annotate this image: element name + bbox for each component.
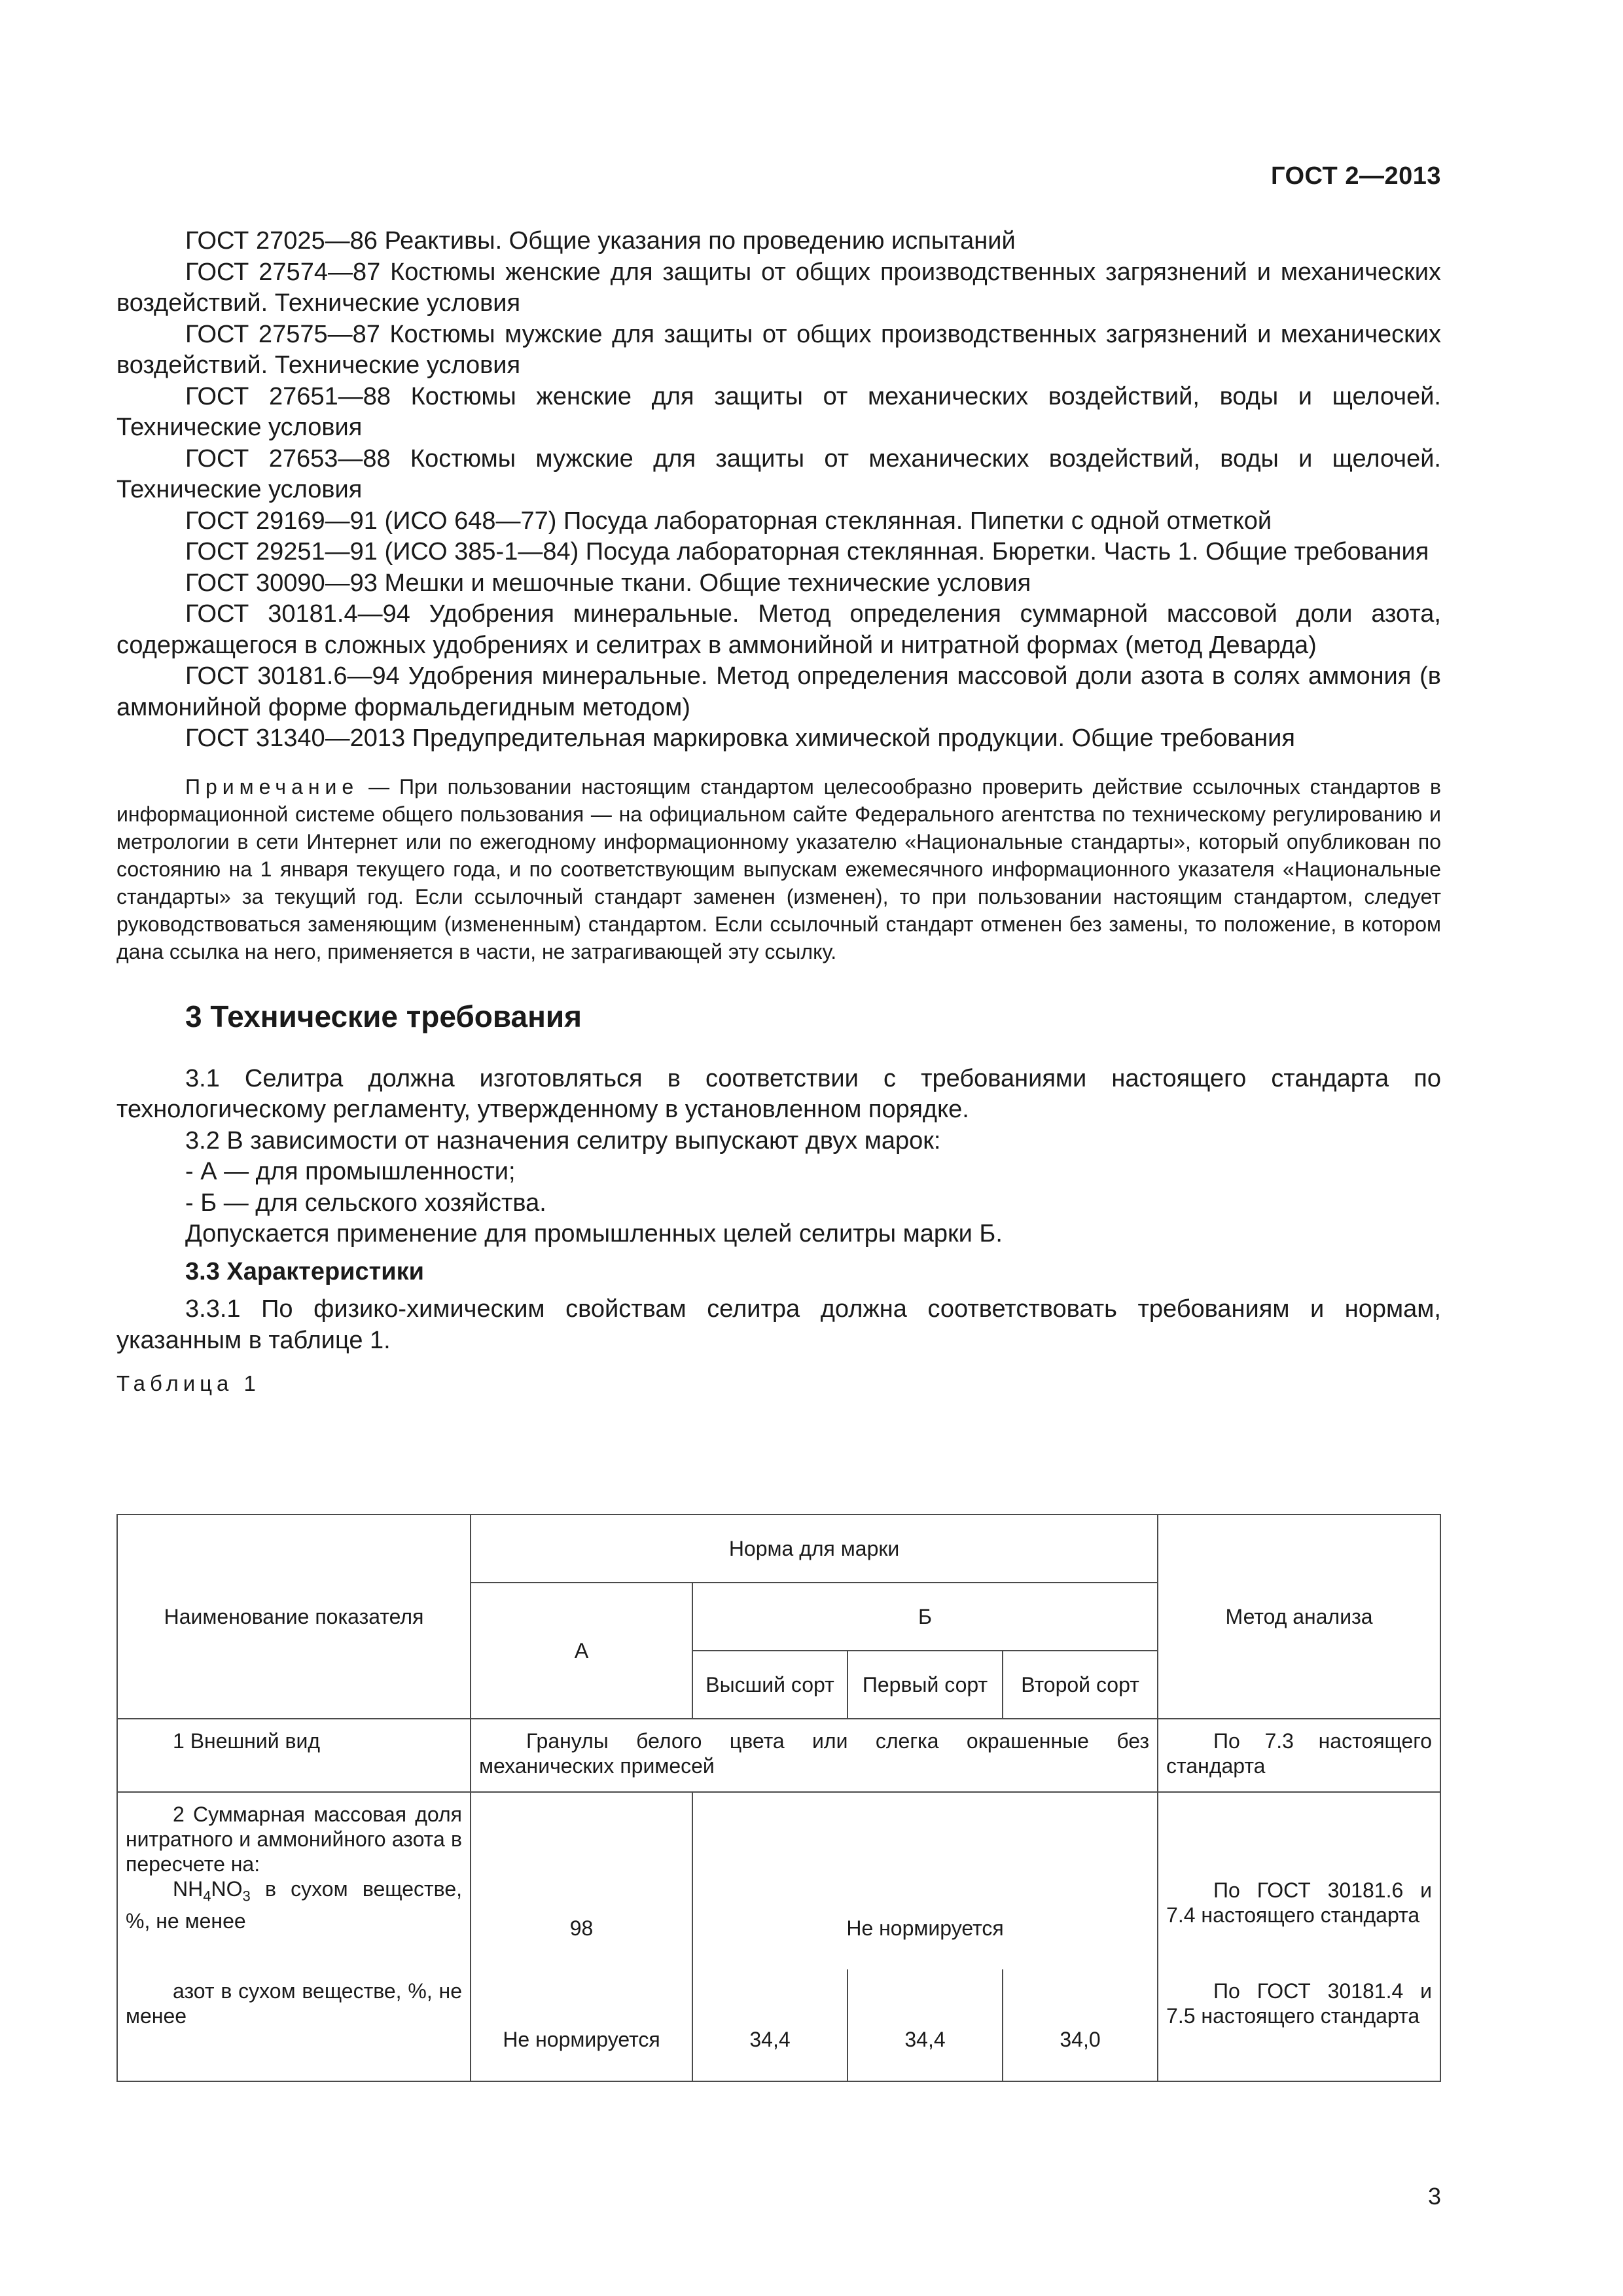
reference-item: ГОСТ 30181.4—94 Удобрения минеральные. Метод определения суммарной массовой доли азота, содержащегося в сложных удобрениях и селитрах в аммонийной и нитратной формах (метод Деварда) bbox=[116, 600, 1441, 659]
row-first-sort: 34,4 bbox=[847, 1969, 1003, 2081]
row-method: По ГОСТ 30181.4 и 7.5 настоящего стандарта bbox=[1158, 1969, 1440, 2081]
header-top-sort: Высший сорт bbox=[692, 1651, 847, 1719]
clause-3-3-1: 3.3.1 По физико-химическим свойствам селитра должна соответствовать требованиям и нормам, указанным в таблице 1. bbox=[116, 1295, 1441, 1354]
page-number: 3 bbox=[1427, 2183, 1441, 2210]
row-grade-b-merged: Не нормируется bbox=[692, 1792, 1158, 1969]
grade-list-item-a: - А — для промышленности; bbox=[185, 1158, 516, 1185]
note-label: Примечание bbox=[185, 774, 359, 798]
row-merged-norm: Гранулы белого цвета или слегка окрашенные без механических примесей bbox=[471, 1719, 1158, 1792]
specification-table bbox=[116, 1514, 1441, 2082]
document-body bbox=[116, 226, 1441, 1399]
table-row bbox=[117, 1969, 1440, 2081]
row-name: 1 Внешний вид bbox=[117, 1719, 471, 1792]
row-grade-a: Не нормируется bbox=[471, 1969, 692, 2081]
clause-3-2: 3.2 В зависимости от назначения селитру выпускают двух марок: bbox=[185, 1126, 941, 1155]
header-grade-a: А bbox=[471, 1583, 692, 1719]
grade-list-item-b: - Б — для сельского хозяйства. bbox=[185, 1189, 546, 1217]
header-first-sort: Первый сорт bbox=[847, 1651, 1003, 1719]
document-code-header: ГОСТ 2—2013 bbox=[1270, 162, 1441, 190]
reference-item: ГОСТ 30181.6—94 Удобрения минеральные. Метод определения массовой доли азота в солях аммония (в аммонийной форме формальдегидным методом) bbox=[116, 662, 1441, 721]
reference-item: ГОСТ 27575—87 Костюмы мужские для защиты от общих производственных загрязнений и механических воздействий. Технические условия bbox=[116, 320, 1441, 379]
header-second-sort: Второй сорт bbox=[1003, 1651, 1158, 1719]
reference-item: ГОСТ 29251—91 (ИСО 385-1—84) Посуда лабораторная стеклянная. Бюретки. Часть 1. Общие требования bbox=[185, 538, 1429, 565]
reference-item: ГОСТ 27025—86 Реактивы. Общие указания по проведению испытаний bbox=[185, 227, 1016, 255]
header-norm: Норма для марки bbox=[471, 1515, 1158, 1583]
reference-item: ГОСТ 30090—93 Мешки и мешочные ткани. Общие технические условия bbox=[185, 569, 1031, 597]
reference-item: ГОСТ 27653—88 Костюмы мужские для защиты от механических воздействий, воды и щелочей. Технические условия bbox=[116, 444, 1441, 503]
table-caption: Таблица 1 bbox=[116, 1371, 260, 1395]
header-indicator-name: Наименование показателя bbox=[117, 1515, 471, 1719]
clause-3-1: 3.1 Селитра должна изготовляться в соответствии с требованиями настоящего стандарта по технологическому регламенту, утвержденному в установленном порядке. bbox=[116, 1064, 1441, 1123]
section-heading: 3 Технические требования bbox=[185, 999, 582, 1033]
reference-item: ГОСТ 29169—91 (ИСО 648—77) Посуда лабораторная стеклянная. Пипетки с одной отметкой bbox=[185, 507, 1272, 535]
note-paragraph bbox=[116, 773, 1441, 965]
reference-item: ГОСТ 27651—88 Костюмы женские для защиты от механических воздействий, воды и щелочей. Технические условия bbox=[116, 382, 1441, 441]
header-grade-b: Б bbox=[692, 1583, 1158, 1651]
row-second-sort: 34,0 bbox=[1003, 1969, 1158, 2081]
note-text: — При пользовании настоящим стандартом целесообразно проверить действие ссылочных стандартов в информационной системе общего пользования — на официальном сайте Федерального агентства по техническому регулированию и метрологии в сети Интернет или по ежегодному информационному указателю «Национальные стандарты», который опубликован по состоянию на 1 января текущего года, и по соответствующим выпускам ежемесячного информационного указателя «Национальные стандарты» за текущий год. Если ссылочный стандарт заменен (изменен), то при пользовании настоящим стандартом, следует руководствоваться заменяющим (измененным) стандартом. Если ссылочный стандарт отменен без замены, то положение, в котором дана ссылка на него, применяется в части, не затрагивающей эту ссылку. bbox=[116, 774, 1442, 963]
subsection-heading: 3.3 Характеристики bbox=[185, 1257, 425, 1285]
row-method: По ГОСТ 30181.6 и 7.4 настоящего стандарта bbox=[1158, 1792, 1440, 1969]
row-grade-a: 98 bbox=[471, 1792, 692, 1969]
row-top-sort: 34,4 bbox=[692, 1969, 847, 2081]
table-row bbox=[117, 1792, 1440, 1969]
row-method: По 7.3 настоящего стандарта bbox=[1158, 1719, 1440, 1792]
table-row bbox=[117, 1719, 1440, 1792]
reference-item: ГОСТ 31340—2013 Предупредительная маркировка химической продукции. Общие требования bbox=[185, 725, 1295, 752]
header-method: Метод анализа bbox=[1158, 1515, 1440, 1719]
reference-item: ГОСТ 27574—87 Костюмы женские для защиты от общих производственных загрязнений и механических воздействий. Технические условия bbox=[116, 258, 1441, 317]
row-name: азот в сухом веществе, %, не менее bbox=[117, 1969, 471, 2081]
allowed-use-paragraph: Допускается применение для промышленных целей селитры марки Б. bbox=[185, 1220, 1003, 1247]
row-name: 2 Суммарная массовая доля нитратного и аммонийного азота в пересчете на: $NH_4NO_3$ в сухом веществе, %, не менее bbox=[117, 1792, 471, 1969]
